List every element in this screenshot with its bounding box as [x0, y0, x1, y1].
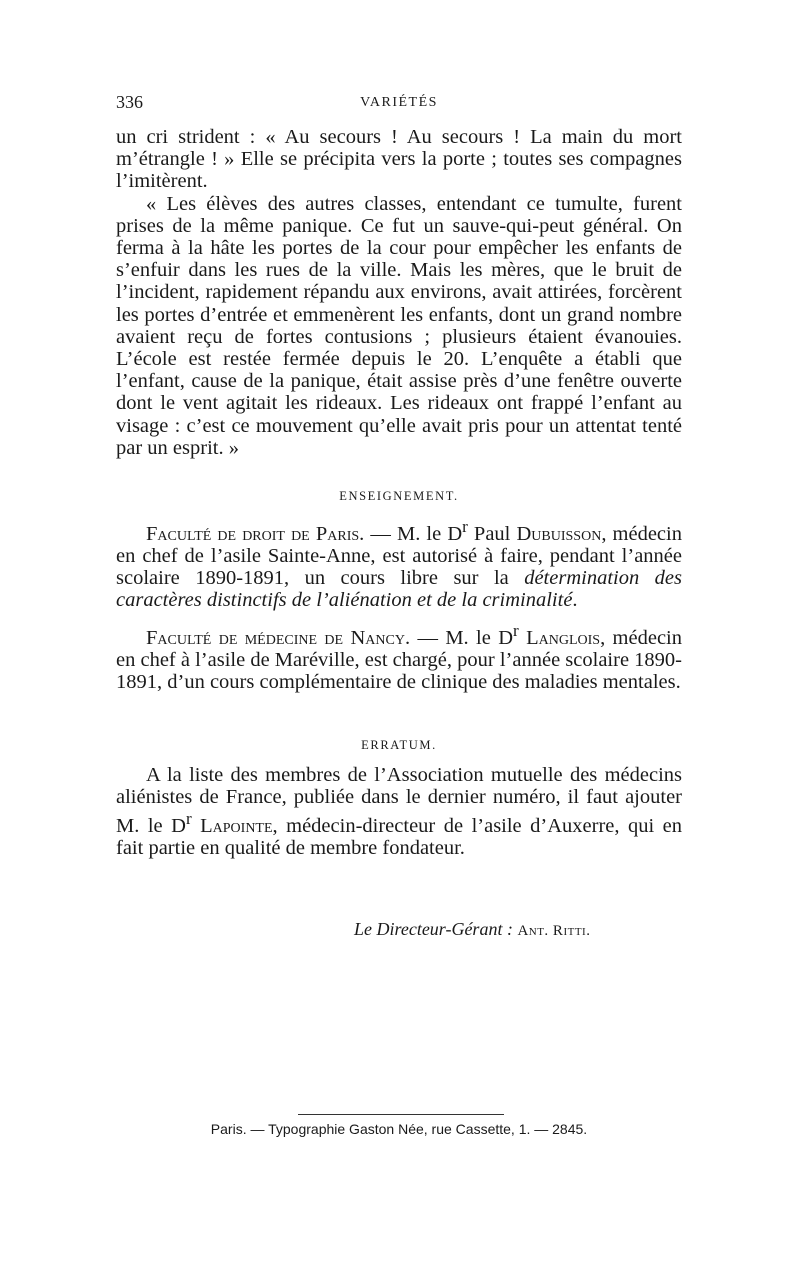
paragraph: un cri strident : « Au secours ! Au secours ! La main du mort m’étrangle ! » Elle se précipita vers la porte ; toutes ses compagnes l’imitèrent.	[116, 126, 682, 193]
enseignement-text	[116, 516, 682, 693]
announcement-paris	[116, 516, 682, 612]
announcement-body: , médecin en chef de l’asile Sainte-Anne, est autorisé à faire, pendant l’année scolaire 1890-1891, un cours libre sur la	[116, 522, 682, 590]
running-head	[116, 92, 682, 116]
footer-rule	[298, 1114, 504, 1115]
section-heading-enseignement: ENSEIGNEMENT.	[339, 489, 459, 503]
surname: Lapointe	[200, 815, 273, 838]
varietes-text	[116, 126, 682, 459]
erratum-text	[116, 764, 682, 860]
title-superscript: r	[185, 809, 192, 829]
erratum-paragraph	[116, 764, 682, 860]
announcement-body: , médecin en chef à l’asile de Maréville, est chargé, pour l’année scolaire 1890-1891, d’un cours complémentaire de clinique des maladies mentales.	[116, 626, 682, 693]
section-heading-erratum: ERRATUM.	[361, 738, 437, 752]
erratum-text-end: , médecin-directeur de l’asile d’Auxerre, qui en fait partie en qualité de membre fondateur.	[116, 815, 683, 860]
title-prefix: — M. le D	[364, 522, 463, 545]
paragraph: « Les élèves des autres classes, entendant ce tumulte, furent prises de la même panique. Ce fut un sauve-qui-peut général. On ferma à la hâte les portes de la cour pour empêcher les enfants de s’enfuir dans les rues de la ville. Mais les mères, que le bruit de l’incident, rapidement répandu aux environs, avait attirées, forcèrent les portes d’entrée et emmenèrent les enfants, dont un grand nombre avaient reçu de fortes contusions ; plusieurs étaient évanouies. L’école est restée fermée depuis le 20. L’enquête a établi que l’enfant, cause de la panique, était assise près d’une fenêtre ouverte dont le vent agitait les rideaux. Les rideaux ont frappé l’enfant au visage : c’est ce mouvement qu’elle avait pris pour un attentat tenté par un esprit. »	[116, 192, 682, 459]
title-superscript: r	[462, 517, 468, 536]
spacer	[519, 626, 526, 648]
title-superscript: r	[513, 620, 519, 640]
page-number: 336	[116, 92, 143, 112]
surname: Langlois	[526, 626, 601, 649]
institution-name: Faculté de médecine de Nancy.	[146, 626, 411, 649]
erratum-text-start: A la liste des membres de l’Association mutuelle des médecins aliénistes de France, publiée dans le dernier numéro, il faut ajouter M. le D	[116, 764, 682, 838]
announcement-nancy	[116, 620, 682, 693]
printer-imprint: Paris. — Typographie Gaston Née, rue Cassette, 1. — 2845.	[210, 1121, 588, 1137]
first-name: Paul	[467, 522, 517, 545]
running-title: VARIÉTÉS	[360, 95, 438, 110]
spacer	[192, 815, 201, 837]
signature-name: Ant. Ritti.	[517, 923, 591, 939]
surname: Dubuisson	[516, 522, 602, 545]
institution-name: Faculté de droit de Paris.	[146, 522, 365, 545]
signature-role: Le Directeur-Gérant :	[354, 919, 513, 939]
course-title: détermination des caractères distinctifs de l’aliénation et de la criminalité	[116, 567, 682, 612]
signature	[354, 919, 590, 940]
punctuation: .	[572, 589, 578, 612]
title-prefix: — M. le D	[410, 626, 514, 649]
